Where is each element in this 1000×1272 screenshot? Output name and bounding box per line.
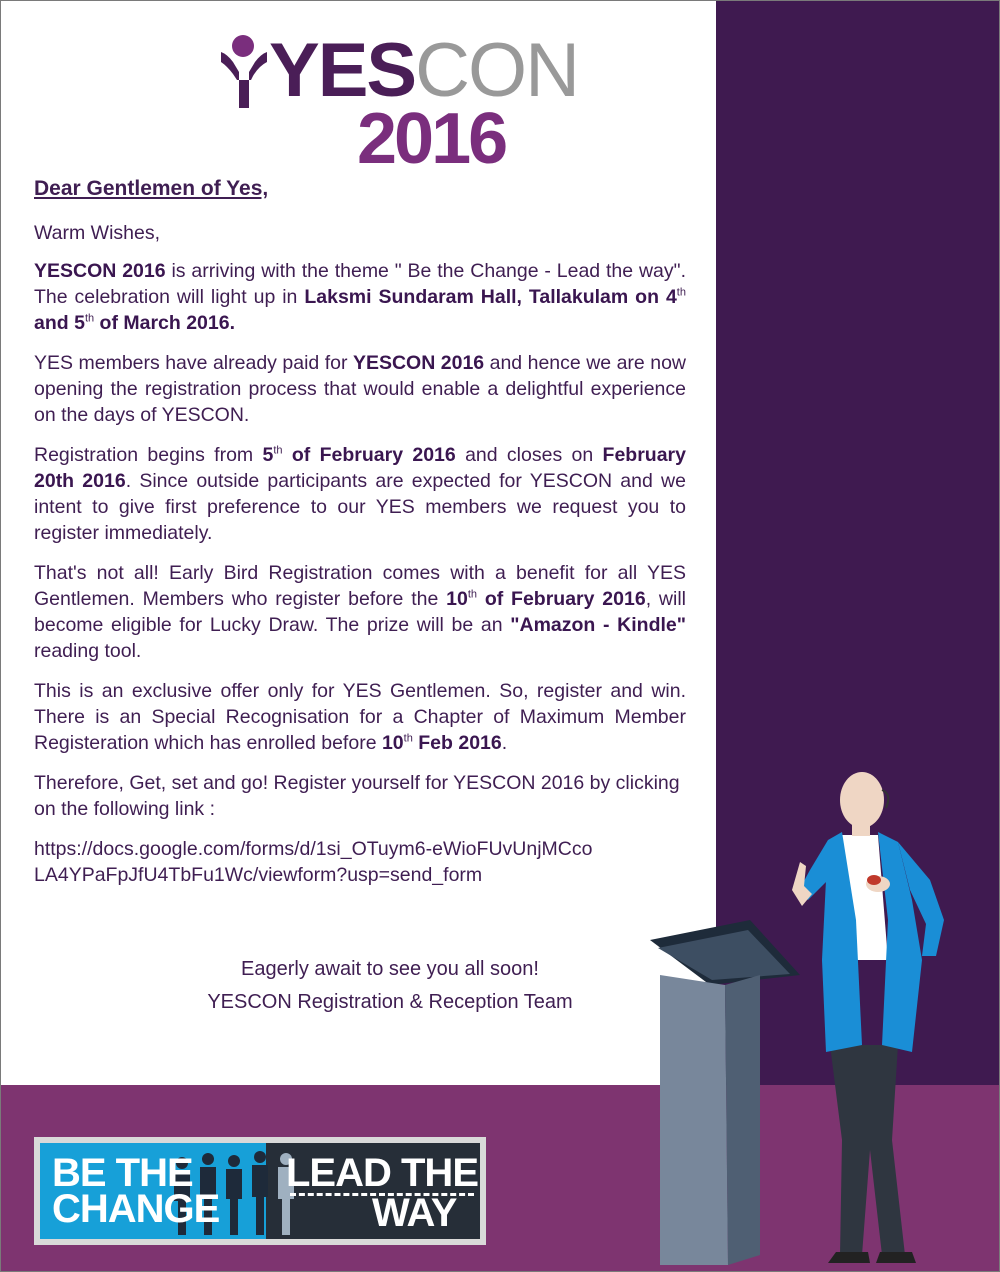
yescon-logo — [219, 22, 578, 179]
paragraph-exclusive-offer — [34, 678, 686, 756]
paragraph-early-bird — [34, 560, 686, 664]
logo-year: 2016 — [357, 99, 506, 179]
text: and hence we are now opening the registration process that would enable a delightful experience on the days of YESCON. — [34, 352, 687, 426]
end-date: February 20th 2016 — [34, 444, 686, 492]
sup: th — [467, 588, 478, 601]
speaker-head — [840, 772, 884, 828]
paragraph-payment — [34, 350, 686, 428]
podium-front — [660, 975, 728, 1265]
sup: th — [84, 312, 95, 325]
sup: th — [403, 732, 413, 745]
paragraph-theme — [34, 258, 686, 336]
speaker-legs — [830, 1045, 905, 1255]
paragraph-registration — [34, 442, 686, 546]
recognition-date-rest: Feb 2016 — [412, 732, 502, 754]
event-name: YESCON 2016 — [352, 352, 485, 374]
early-bird-date-rest: of February 2016 — [477, 588, 646, 610]
text: is arriving with the theme " Be the Change - Lead the way". The celebration will light up in — [34, 260, 686, 308]
text: . Since outside participants are expected for YESCON and we intent to give first preference to our YES members we request you to register immediately. — [34, 470, 686, 544]
text: and closes on — [455, 444, 603, 466]
text: . — [501, 732, 508, 754]
closing — [100, 953, 680, 1019]
venue: Laksmi Sundaram Hall, Tallakulam on 4 — [304, 286, 677, 308]
registration-link-line1[interactable]: https://docs.google.com/forms/d/1si_OTuym6-eWioFUvUnjMCco — [34, 838, 593, 860]
text-bold: and 5 — [34, 312, 85, 334]
banner-be-the: BE THE — [52, 1151, 193, 1195]
event-name: YESCON 2016 — [34, 260, 166, 282]
paragraph-register-link — [34, 770, 686, 822]
text: , will become eligible for Lucky Draw. The prize will be an — [34, 588, 686, 636]
text: This is an exclusive offer only for YES Gentlemen. So, register and win. There is an Special Recognisation for a Chapter of Maximum Member Registeration which has enrolled before — [34, 680, 686, 754]
closing-line: Eagerly await to see you all soon! — [241, 958, 539, 980]
logo-con: CON — [415, 28, 578, 113]
recognition-date: 10 — [381, 732, 404, 754]
early-bird-date: 10 — [446, 588, 468, 610]
start-date: 5 — [262, 444, 274, 466]
sup: th — [676, 286, 686, 299]
sup: th — [273, 444, 283, 457]
greeting: Warm Wishes, — [34, 222, 161, 244]
banner-lead-the: LEAD THE — [286, 1151, 478, 1195]
start-date-rest: of February 2016 — [282, 444, 456, 466]
theme-banner — [34, 1137, 486, 1245]
text: reading tool. — [34, 640, 142, 662]
banner-way: WAY — [372, 1191, 457, 1235]
text: YES members have already paid for — [34, 352, 353, 374]
banner-change: CHANGE — [52, 1187, 220, 1231]
salutation: Dear Gentlemen of Yes, — [34, 177, 269, 200]
letter-body — [34, 176, 686, 888]
prize: "Amazon - Kindle" — [510, 614, 686, 636]
text: That's not all! Early Bird Registration comes with a benefit for all YES Gentlemen. Members who register before the — [34, 562, 686, 610]
registration-link-line2[interactable]: LA4YPaFpJfU4TbFu1Wc/viewform?usp=send_form — [34, 864, 483, 886]
event-date: of March 2016. — [94, 312, 236, 334]
logo-yes: YES — [269, 28, 416, 113]
speaker-at-podium-illustration — [630, 760, 970, 1265]
text: Therefore, Get, set and go! Register yourself for YESCON 2016 by clicking on the following link : — [34, 772, 680, 820]
text: Registration begins from — [34, 444, 263, 466]
person-icon — [219, 32, 267, 110]
signature-team: YESCON Registration & Reception Team — [207, 991, 573, 1013]
